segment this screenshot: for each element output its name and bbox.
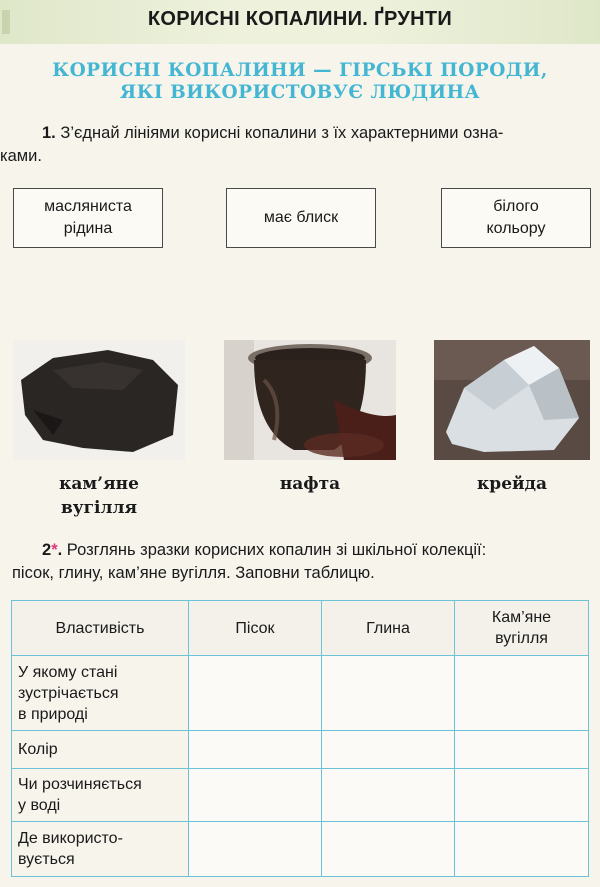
answer-cell-coal-color[interactable] — [455, 731, 589, 769]
property-box-oily-liquid[interactable] — [13, 188, 163, 248]
row-label-line: Чи розчиняється — [18, 776, 142, 793]
chalk-photo[interactable] — [434, 340, 590, 460]
answer-cell-clay-color[interactable] — [322, 731, 455, 769]
oil-photo[interactable] — [224, 340, 396, 460]
answer-cell-coal-usage[interactable] — [455, 822, 589, 877]
page-title: КОРИСНІ КОПАЛИНИ. ҐРУНТИ — [147, 8, 453, 30]
property-box-line: кольору — [486, 220, 546, 237]
answer-cell-sand-solubility[interactable] — [189, 769, 322, 822]
caption-line: вугілля — [60, 498, 138, 518]
star-icon: * — [51, 541, 58, 559]
coal-photo[interactable] — [13, 340, 185, 460]
task-1-text: З’єднай лініями корисні копалини з їх характерними озна- — [60, 124, 504, 142]
row-label-line: У якому стані — [18, 663, 118, 681]
property-box-line: масляниста — [44, 198, 132, 215]
table-header-property: Властивість — [12, 601, 189, 656]
row-label-line: зустрічається — [18, 684, 119, 702]
answer-cell-clay-solubility[interactable] — [322, 769, 455, 822]
table-header-coal — [455, 601, 589, 656]
task-2-text-cont: пісок, глину, кам’яне вугілля. Заповни таблицю. — [12, 564, 375, 582]
property-box-line: має блиск — [263, 209, 339, 226]
table-row — [12, 769, 589, 822]
answer-cell-clay-state[interactable] — [322, 656, 455, 731]
row-label-solubility — [12, 769, 189, 822]
caption-line: кам’яне — [59, 474, 139, 494]
answer-cell-clay-usage[interactable] — [322, 822, 455, 877]
property-box-shine[interactable] — [226, 188, 376, 248]
task-2-text: Розглянь зразки корисних копалин зі шкільної колекції: — [66, 541, 487, 559]
table-header-row — [12, 601, 589, 656]
answer-cell-coal-state[interactable] — [455, 656, 589, 731]
task-1-text-cont: ками. — [0, 147, 42, 165]
caption-line: крейда — [477, 474, 547, 494]
answer-cell-sand-state[interactable] — [189, 656, 322, 731]
caption-coal — [13, 472, 185, 520]
caption-chalk — [434, 472, 590, 496]
row-label-line: Де використо- — [18, 830, 123, 847]
subtitle-line-2: ЯКІ ВИКОРИСТОВУЄ ЛЮДИНА — [119, 82, 481, 103]
property-box-white[interactable] — [441, 188, 591, 248]
properties-table — [11, 600, 589, 877]
row-label-state — [12, 656, 189, 731]
row-label-line: вується — [18, 851, 75, 868]
property-box-line: рідина — [63, 220, 113, 237]
task-2-instruction-cont — [12, 562, 592, 585]
task-2-dot: . — [57, 541, 63, 559]
task-2-instruction — [42, 539, 590, 562]
table-header-sand: Пісок — [189, 601, 322, 656]
header-line: Кам’яне — [491, 609, 552, 626]
row-label-color — [12, 731, 189, 769]
task-1-instruction — [0, 122, 590, 168]
property-box-line: білого — [493, 198, 539, 215]
subtitle-line-1: КОРИСНІ КОПАЛИНИ — ГІРСЬКІ ПОРОДИ, — [52, 60, 548, 81]
row-label-line: Колір — [18, 741, 58, 758]
table-row — [12, 656, 589, 731]
row-label-usage — [12, 822, 189, 877]
answer-cell-sand-usage[interactable] — [189, 822, 322, 877]
task-1-number: 1. — [42, 124, 56, 142]
caption-oil — [224, 472, 396, 496]
table-header-clay: Глина — [322, 601, 455, 656]
answer-cell-sand-color[interactable] — [189, 731, 322, 769]
task-2-number: 2 — [42, 541, 52, 559]
row-label-line: у воді — [18, 797, 61, 814]
answer-cell-coal-solubility[interactable] — [455, 769, 589, 822]
section-subtitle — [0, 60, 600, 104]
table-row — [12, 822, 589, 877]
caption-line: нафта — [279, 474, 341, 494]
table-row — [12, 731, 589, 769]
header-line: вугілля — [495, 630, 548, 647]
row-label-line: в природі — [18, 705, 88, 723]
